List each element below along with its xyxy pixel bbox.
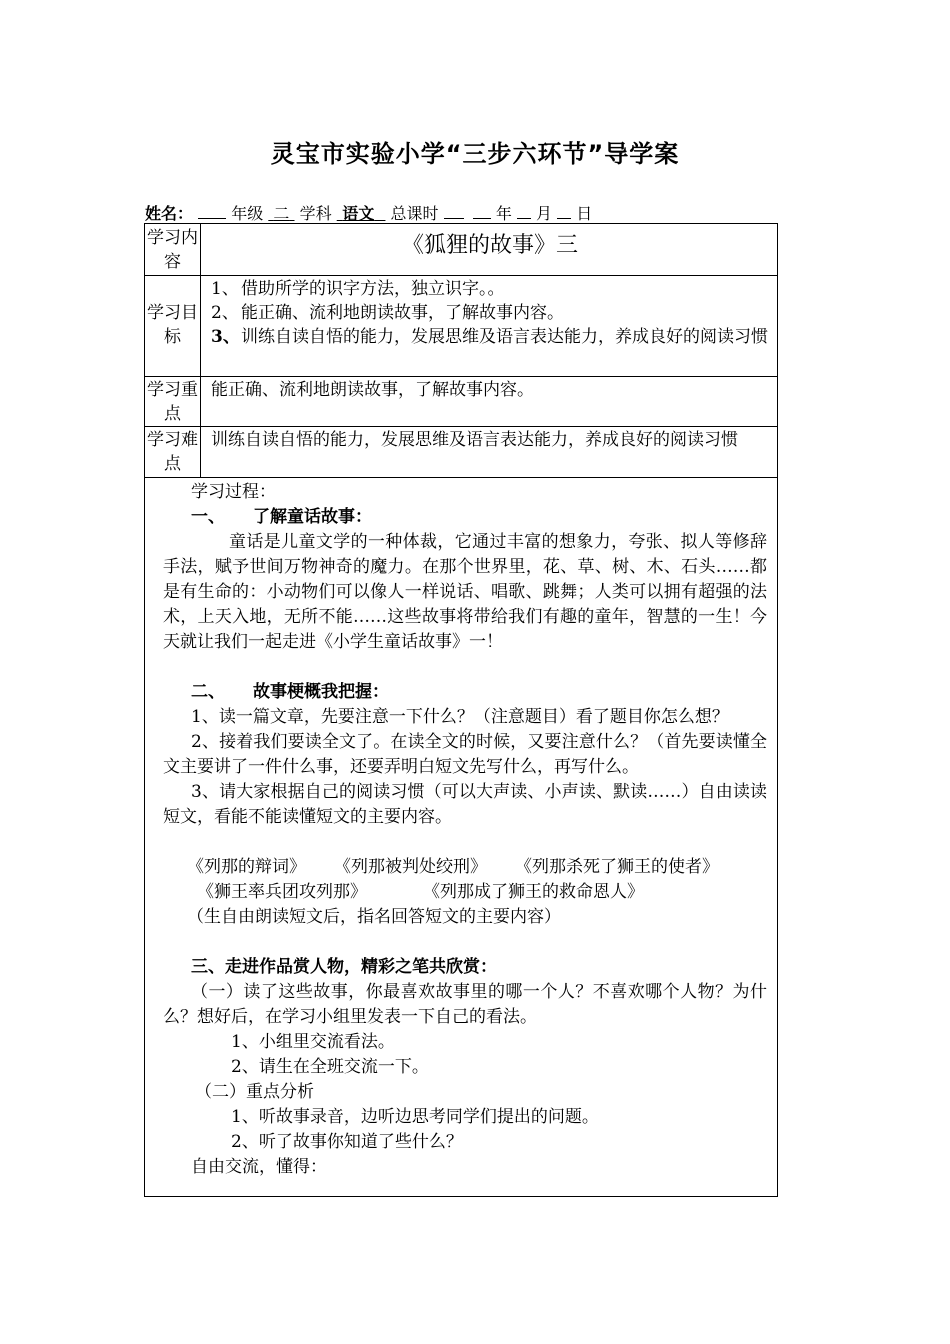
- student-info-line: [145, 201, 592, 224]
- goal-item: [211, 301, 769, 325]
- goal-num: 2、: [211, 303, 239, 323]
- section-3-step: 2、听了故事你知道了些什么？: [231, 1132, 463, 1152]
- section-3-heading: 三、走进作品赏人物，精彩之笔共欣赏：: [191, 957, 497, 977]
- row-content: [145, 224, 777, 276]
- year-blank[interactable]: [473, 204, 491, 219]
- goal-num: 3、: [211, 327, 240, 347]
- goals-list: [202, 275, 777, 376]
- goal-text: 借助所学的识字方法，独立识字。。: [241, 279, 505, 299]
- section-3-question: （一）读了这些故事，你最喜欢故事里的哪一个人？不喜欢哪个人物？为什么？想好后，在学习小组里发表一下自己的看法。: [163, 982, 767, 1027]
- story-title: 《列那的辩词》: [187, 857, 306, 877]
- section-1-heading: 一、 了解童话故事：: [191, 507, 372, 527]
- page-title: 灵宝市实验小学“三步六环节”导学案: [270, 140, 680, 168]
- section-3-subheading: （二）重点分析: [195, 1082, 314, 1102]
- name-blank[interactable]: [198, 204, 226, 219]
- story-titles-row-2: [173, 880, 767, 905]
- subject-value: 语文: [342, 204, 375, 223]
- section-2-item: 3、请大家根据自己的阅读习惯（可以大声读、小声读、默读……）自由读读短文，看能不能读懂短文的主要内容。: [163, 782, 767, 827]
- story-title: 《列那被判处绞刑》: [334, 857, 487, 877]
- subject-label: 学科: [299, 204, 332, 223]
- story-titles-row-1: [173, 855, 767, 880]
- story-title: 《列那杀死了狮王的使者》: [515, 857, 719, 877]
- month-blank[interactable]: [517, 204, 531, 219]
- key-value: 能正确、流利地朗读故事，了解故事内容。: [211, 380, 534, 400]
- process-label: 学习过程：: [191, 482, 276, 502]
- row-difficulty: [145, 426, 777, 478]
- goal-num: 1、: [211, 279, 239, 299]
- row-key-point: [145, 376, 777, 427]
- section-3-step: 2、请生在全班交流一下。: [231, 1057, 429, 1077]
- goal-item: [211, 277, 769, 301]
- section-1-text: 童话是儿童文学的一种体裁，它通过丰富的想象力，夸张、拟人等修辞手法，赋予世间万物神奇的魔力。在那个世界里，花、草、树、木、石头……都是有生命的：小动物们可以像人一样说话、唱歌、跳舞；人类可以拥有超强的法术，上天入地，无所不能……这些故事将带给我们有趣的童年，智慧的一生！今天就让我们一起走进《小学生童话故事》一！: [163, 532, 767, 652]
- learning-process: [145, 478, 777, 1196]
- section-3-step: 1、小组里交流看法。: [231, 1032, 395, 1052]
- day-blank[interactable]: [557, 204, 571, 219]
- year-label: 年: [495, 204, 512, 223]
- month-label: 月: [536, 204, 553, 223]
- day-label: 日: [576, 204, 593, 223]
- section-3-step: 1、听故事录音，边听边思考同学们提出的问题。: [231, 1107, 599, 1127]
- grade-label: 年级: [231, 204, 264, 223]
- story-title: 《狮王率兵团攻列那》: [197, 882, 367, 902]
- row-goals: [145, 275, 777, 377]
- section-2-item: 1、读一篇文章，先要注意一下什么？（注意题目）看了题目你怎么想？: [191, 707, 729, 727]
- content-value: 《狐狸的故事》三: [401, 233, 578, 258]
- name-label: 姓名：: [145, 204, 194, 223]
- difficulty-head: 学习难点: [145, 426, 201, 477]
- difficulty-value: 训练自读自悟的能力，发展思维及语言表达能力，养成良好的阅读习惯: [211, 430, 738, 450]
- hours-label: 总课时: [390, 204, 439, 223]
- goal-text: 能正确、流利地朗读故事，了解故事内容。: [241, 303, 564, 323]
- goals-head: 学习目标: [145, 275, 201, 376]
- hours-blank[interactable]: [444, 204, 464, 219]
- section-3-ending: 自由交流，懂得：: [191, 1157, 327, 1177]
- goal-text: 训练自读自悟的能力，发展思维及语言表达能力，养成良好的阅读习惯: [241, 327, 768, 347]
- key-head: 学习重点: [145, 376, 201, 426]
- grade-value: 二: [273, 204, 290, 223]
- section-2-item: 2、接着我们要读全文了。在读全文的时候，又要注意什么？（首先要读懂全文主要讲了一件什么事，还要弄明白短文先写什么，再写什么。: [163, 732, 767, 777]
- content-head: 学习内容: [145, 224, 201, 275]
- study-plan-table: [144, 223, 778, 1197]
- section-2-heading: 二、 故事梗概我把握：: [191, 682, 389, 702]
- story-titles-note: （生自由朗读短文后，指名回答短文的主要内容）: [187, 907, 561, 927]
- goal-item: [211, 325, 769, 349]
- story-title: 《列那成了狮王的救命恩人》: [423, 882, 644, 902]
